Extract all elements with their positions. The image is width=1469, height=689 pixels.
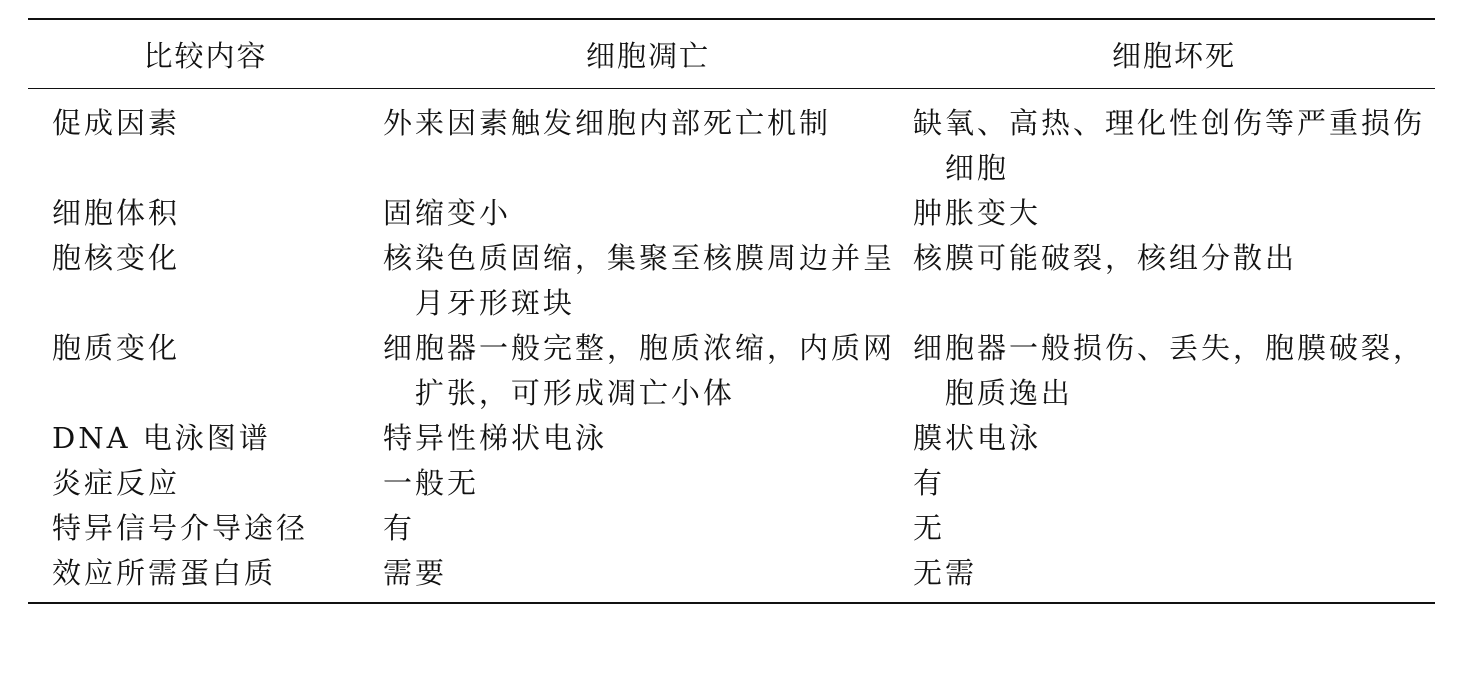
apoptosis-cell: 有 — [383, 511, 416, 545]
table-row — [28, 236, 1435, 326]
apoptosis-cell: 需要 — [383, 556, 448, 590]
necrosis-cell: 核膜可能破裂，核组分散出 — [913, 241, 1298, 275]
header-apoptosis: 细胞凋亡 — [585, 38, 710, 73]
table-row — [28, 551, 1435, 603]
comparison-table — [28, 18, 1435, 604]
row-label: DNA 电泳图谱 — [52, 421, 271, 455]
header-necrosis: 细胞坏死 — [1111, 38, 1236, 73]
row-label: 细胞体积 — [52, 196, 181, 230]
row-label: 特异信号介导途径 — [52, 511, 309, 545]
necrosis-cell: 缺氧、高热、理化性创伤等严重损伤细胞 — [913, 106, 1426, 185]
necrosis-cell: 无 — [913, 511, 946, 545]
row-label: 效应所需蛋白质 — [52, 556, 277, 590]
necrosis-cell: 肿胀变大 — [913, 196, 1042, 230]
row-label: 促成因素 — [52, 106, 181, 140]
necrosis-cell: 无需 — [913, 556, 978, 590]
necrosis-cell: 细胞器一般损伤、丢失，胞膜破裂，胞质逸出 — [913, 331, 1426, 410]
necrosis-cell: 有 — [913, 466, 946, 500]
table-row — [28, 506, 1435, 551]
table-row — [28, 326, 1435, 416]
table-row — [28, 416, 1435, 461]
row-label: 胞核变化 — [52, 241, 181, 275]
comparison-table-container — [28, 18, 1435, 604]
table-row — [28, 191, 1435, 236]
necrosis-cell: 膜状电泳 — [913, 421, 1042, 455]
apoptosis-cell: 固缩变小 — [383, 196, 512, 230]
table-header-row — [28, 19, 1435, 89]
apoptosis-cell: 核染色质固缩，集聚至核膜周边并呈月牙形斑块 — [383, 241, 896, 320]
table-row — [28, 89, 1435, 192]
header-compare-item: 比较内容 — [143, 38, 268, 73]
apoptosis-cell: 细胞器一般完整，胞质浓缩，内质网扩张，可形成凋亡小体 — [383, 331, 896, 410]
apoptosis-cell: 外来因素触发细胞内部死亡机制 — [383, 106, 832, 140]
apoptosis-cell: 特异性梯状电泳 — [383, 421, 608, 455]
apoptosis-cell: 一般无 — [383, 466, 480, 500]
table-row — [28, 461, 1435, 506]
row-label: 炎症反应 — [52, 466, 181, 500]
row-label: 胞质变化 — [52, 331, 181, 365]
